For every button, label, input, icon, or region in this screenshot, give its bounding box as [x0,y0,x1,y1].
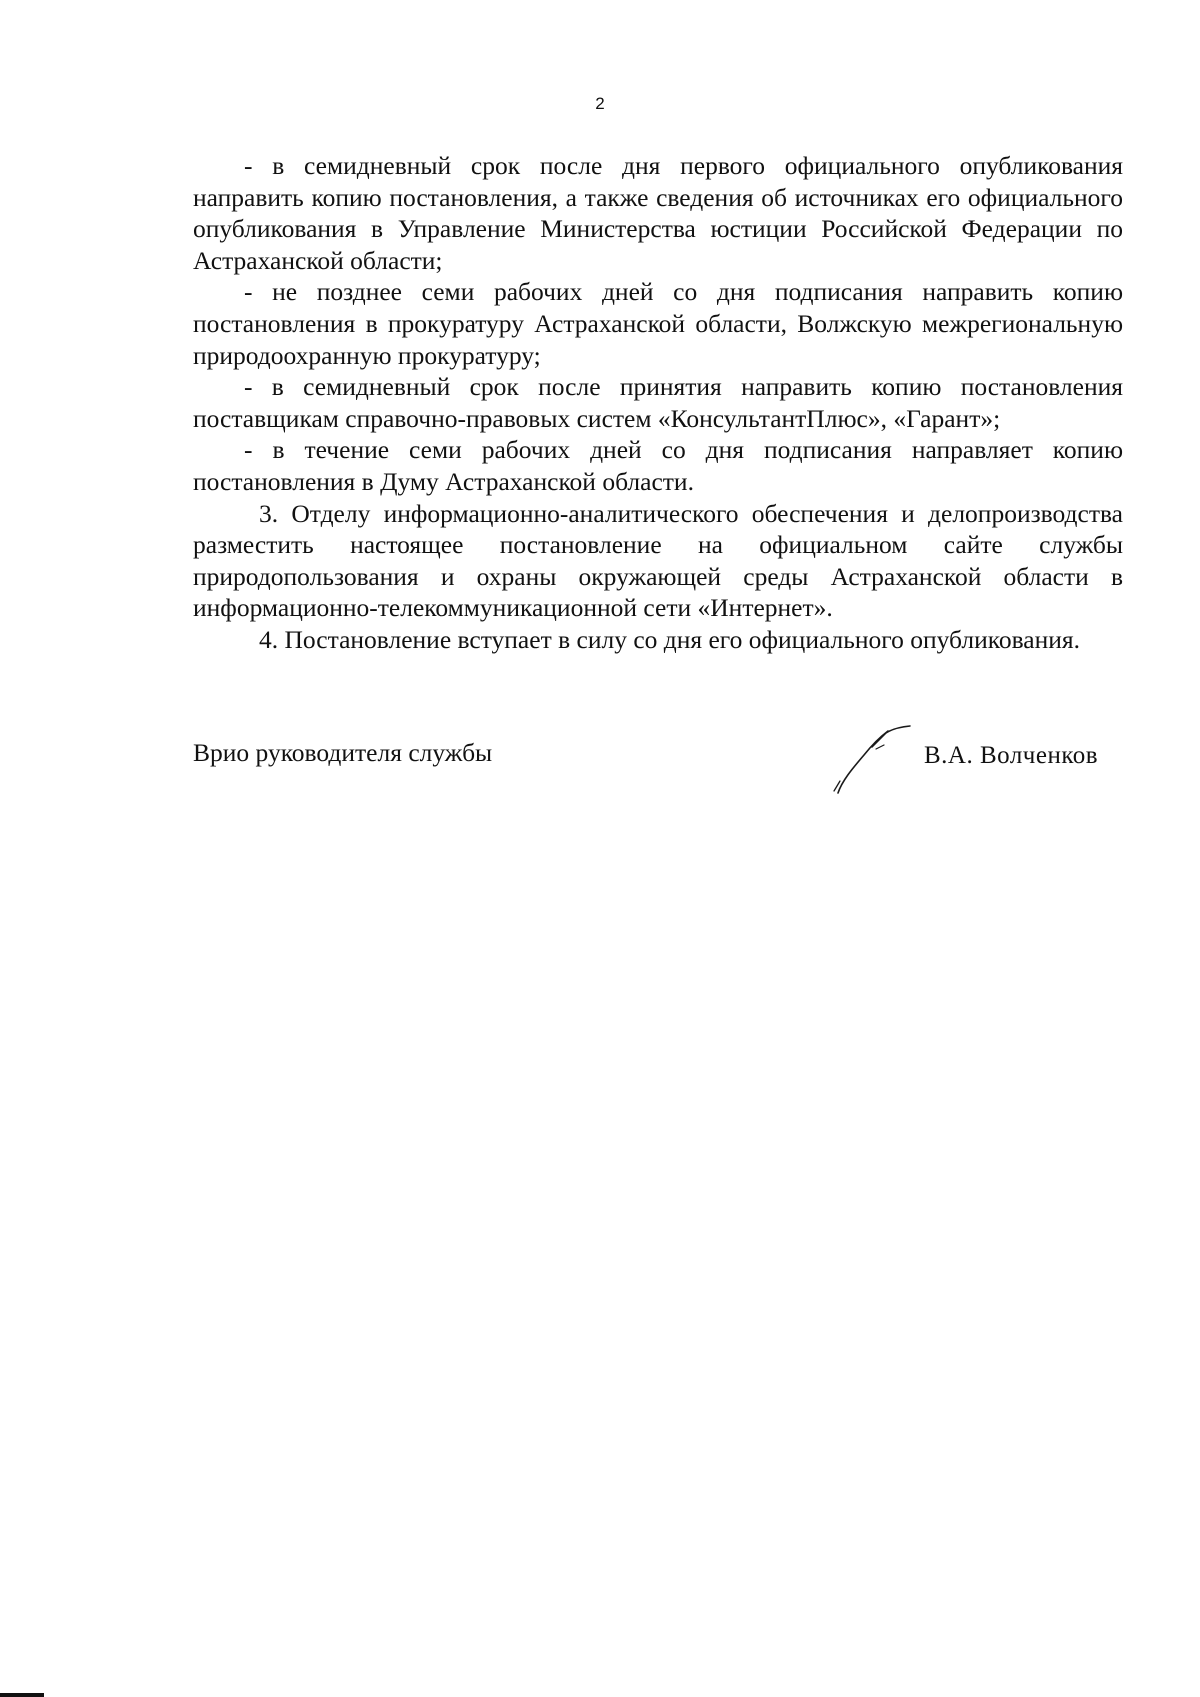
page-number: 2 [595,94,605,113]
document-body [193,150,1123,656]
signatory-title: Врио руководителя службы [193,738,493,767]
paragraph-item-4: 4. Постановление вступает в силу со дня его официального опубликования. [259,624,1080,654]
paragraph-legal-systems-copy: - в семидневный срок после принятия направить копию постановления поставщикам справочно-правовых систем «КонсультантПлюс», «Гарант»; [193,372,1123,433]
paragraph-item-3: 3. Отделу информационно-аналитического обеспечения и делопроизводства разместить настоящее постановление на официальном сайте службы природопользования и охраны окружающей среды Астраханской области в информационно-телекоммуникационной сети «Интернет». [193,498,1123,623]
paragraph-publication-copy: - в семидневный срок после дня первого официального опубликования направить копию постановления, а также сведения об источниках его официального опубликования в Управление Министерства юстиции Российской Федерации по Астраханской области; [193,151,1123,275]
scan-edge-mark [0,1693,44,1697]
handwritten-signature [822,723,912,795]
paragraph-prosecutor-copy: - не позднее семи рабочих дней со дня подписания направить копию постановления в прокуратуру Астраханской области, Волжскую межрегиональную природоохранную прокуратуру; [193,277,1123,370]
paragraph-duma-copy: - в течение семи рабочих дней со дня подписания направляет копию постановления в Думу Астраханской области. [193,435,1123,496]
signatory-name: В.А. Волченков [924,742,1099,769]
